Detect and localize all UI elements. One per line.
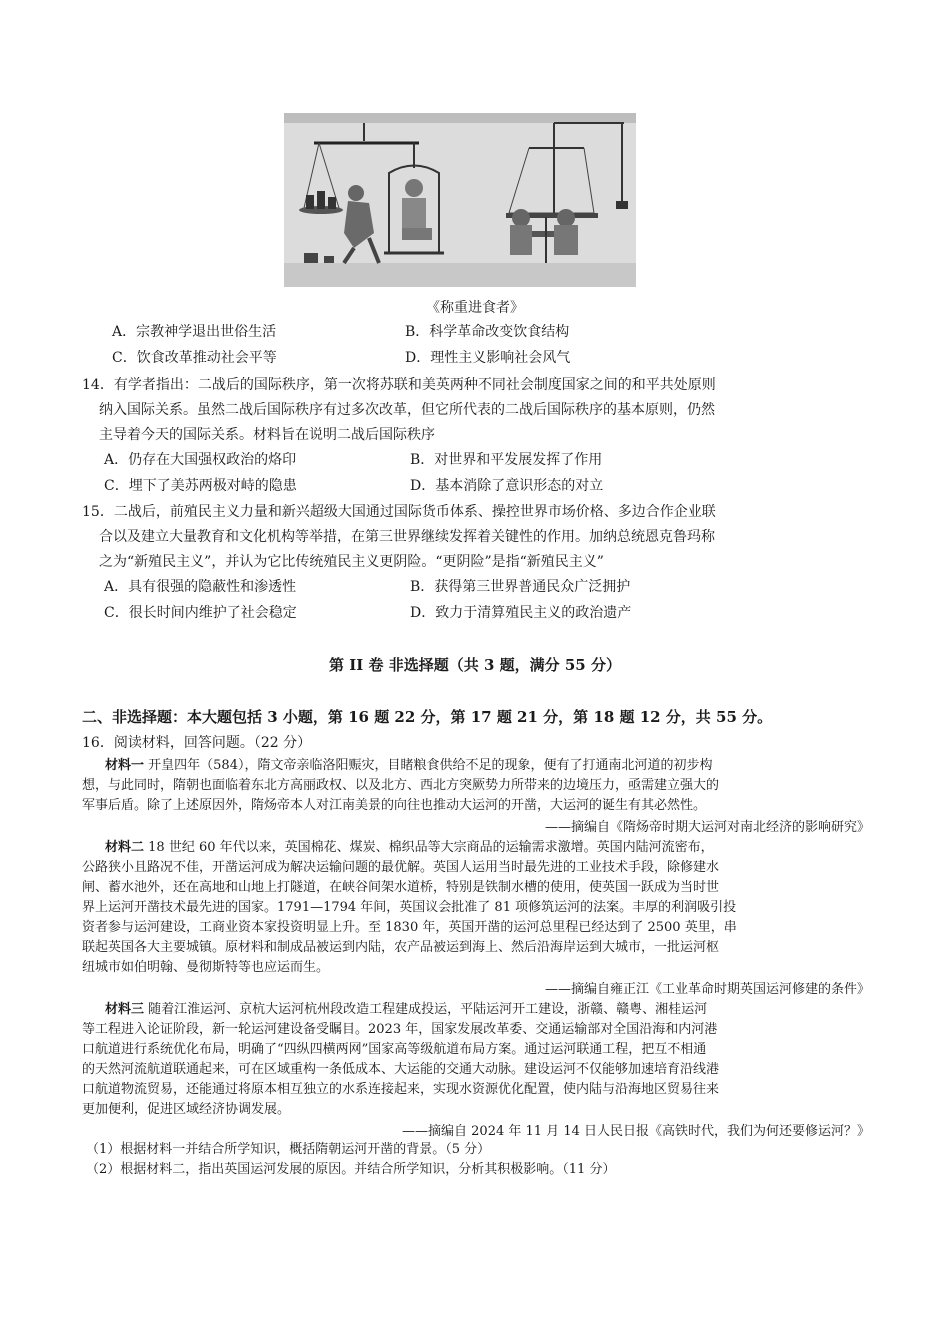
- material2-line-5: 资者参与运河建设，工商业资本家投资明显上升。至 1830 年，英国开凿的运河总里程已经达到了 2500 英里，串: [82, 920, 737, 935]
- q14-option-d: D．基本消除了意识形态的对立: [410, 478, 604, 494]
- material2-source: ——摘编自雍正江《工业革命时期英国运河修建的条件》: [544, 982, 870, 997]
- q15-option-d: D．致力于清算殖民主义的政治遗产: [410, 605, 632, 621]
- part2-title: 第 II 卷 非选择题（共 3 题，满分 55 分）: [329, 656, 621, 674]
- q15-stem-line-2: 合以及建立大量教育和文化机构等举措，在第三世界继续发挥着关键性的作用。加纳总统恩克鲁玛称: [99, 529, 715, 545]
- material1-label: 材料一: [105, 758, 145, 773]
- q15-stem-line-3: 之为“新殖民主义”，并认为它比传统殖民主义更阴险。“更阴险”是指“新殖民主义”: [99, 554, 604, 570]
- q14-option-a: A．仍存在大国强权政治的烙印: [104, 452, 297, 468]
- q14-stem-line-2: 纳入国际关系。虽然二战后国际秩序有过多次改革，但它所代表的二战后国际秩序的基本原则，仍然: [99, 402, 715, 418]
- material3-line-6: 更加便利，促进区域经济协调发展。: [82, 1102, 291, 1117]
- material1-source: ——摘编自《隋炀帝时期大运河对南北经济的影响研究》: [544, 820, 870, 835]
- material3-line-4: 的天然河流航道联通起来，可在区域重构一条低成本、大运能的交通大动脉。建设运河不仅能够加速培育沿线港: [82, 1062, 720, 1077]
- question-2: （2）根据材料二，指出英国运河发展的原因。并结合所学知识，分析其积极影响。（11 分）: [86, 1162, 616, 1177]
- material2-line-3: 闸、蓄水池外，还在高地和山地上打隧道，在峡谷间架水道桥，特别是铁制水槽的使用，使英国一跃成为当时世: [82, 880, 720, 895]
- material3-text-1: 随着江淮运河、京杭大运河杭州段改造工程建成投运，平陆运河开工建设，浙赣、赣粤、湘桂运河: [144, 1002, 708, 1017]
- material2-label: 材料二: [105, 840, 145, 855]
- weighing-eater-illustration: [284, 113, 636, 287]
- q13-option-b: B．科学革命改变饮食结构: [405, 324, 570, 340]
- figure-caption: 《称重进食者》: [426, 300, 524, 316]
- material3-line-2: 等工程进入论证阶段，新一轮运河建设备受瞩目。2023 年，国家发展改革委、交通运输部对全国沿海和内河港: [82, 1022, 718, 1037]
- material1-line-2: 想，与此同时，隋朝也面临着东北方高丽政权、以及北方、西北方突厥势力所带来的边境压力，亟需建立强大的: [82, 778, 720, 793]
- q14-option-c: C．埋下了美苏两极对峙的隐患: [104, 478, 297, 494]
- material2-line-1: [105, 838, 714, 858]
- q14-stem-line-1: 14．有学者指出：二战后的国际秩序，第一次将苏联和美英两种不同社会制度国家之间的和平共处原则: [82, 377, 716, 393]
- q16-title: 16．阅读材料，回答问题。（22 分）: [82, 735, 312, 751]
- q15-stem-line-1: 15．二战后，前殖民主义力量和新兴超级大国通过国际货币体系、操控世界市场价格、多边合作企业联: [82, 504, 716, 520]
- q13-option-a: A．宗教神学退出世俗生活: [112, 324, 277, 340]
- material3-source: ——摘编自 2024 年 11 月 14 日人民日报《高铁时代，我们为何还要修运河？》: [402, 1124, 870, 1139]
- material1-text-1: 开皇四年（584），隋文帝亲临洛阳赈灾，目睹粮食供给不足的现象，便有了打通南北河道的初步构: [144, 758, 713, 773]
- material3-line-5: 口航道物流贸易，还能通过将原本相互独立的水系连接起来，实现水资源优化配置，使内陆与沿海地区贸易往来: [82, 1082, 720, 1097]
- engraving-image: [284, 113, 636, 287]
- q13-option-c: C．饮食改革推动社会平等: [112, 350, 277, 366]
- material3-line-3: 口航道进行系统优化布局，明确了“四纵四横两网”国家高等级航道布局方案。通过运河联通工程，把互不相通: [82, 1042, 707, 1057]
- q13-option-d: D．理性主义影响社会风气: [405, 350, 571, 366]
- material2-line-7: 纽城市如伯明翰、曼彻斯特等也应运而生。: [82, 960, 330, 975]
- q14-option-b: B．对世界和平发展发挥了作用: [410, 452, 603, 468]
- q14-stem-line-3: 主导着今天的国际关系。材料旨在说明二战后国际秩序: [99, 427, 435, 443]
- material1-line-3: 军事后盾。除了上述原因外，隋炀帝本人对江南美景的向往也推动大运河的开凿，大运河的诞生有其必然性。: [82, 798, 707, 813]
- part2-heading: 二、非选择题：本大题包括 3 小题，第 16 题 22 分，第 17 题 21 分，第 18 题 12 分，共 55 分。: [82, 708, 773, 726]
- material2-line-2: 公路狭小且路况不佳，开凿运河成为解决运输问题的最优解。英国人运用当时最先进的工业技术手段，除修建水: [82, 860, 720, 875]
- material3-label: 材料三: [105, 1002, 145, 1017]
- material3-line-1: [105, 1000, 707, 1020]
- material2-line-4: 界上运河开凿技术最先进的国家。1791—1794 年间，英国议会批准了 81 项修筑运河的法案。丰厚的利润吸引投: [82, 900, 737, 915]
- question-1: （1）根据材料一并结合所学知识，概括隋朝运河开凿的背景。（5 分）: [86, 1142, 491, 1157]
- material1-line-1: [105, 756, 712, 776]
- q15-option-b: B．获得第三世界普通民众广泛拥护: [410, 579, 631, 595]
- q15-option-a: A．具有很强的隐蔽性和渗透性: [104, 579, 297, 595]
- q15-option-c: C．很长时间内维护了社会稳定: [104, 605, 297, 621]
- material2-line-6: 联起英国各大主要城镇。原材料和制成品被运到内陆，农产品被运到海上、然后沿海岸运到大城市，一批运河枢: [82, 940, 720, 955]
- material2-text-1: 18 世纪 60 年代以来，英国棉花、煤炭、棉织品等大宗商品的运输需求激增。英国内陆河流密布，: [144, 840, 714, 855]
